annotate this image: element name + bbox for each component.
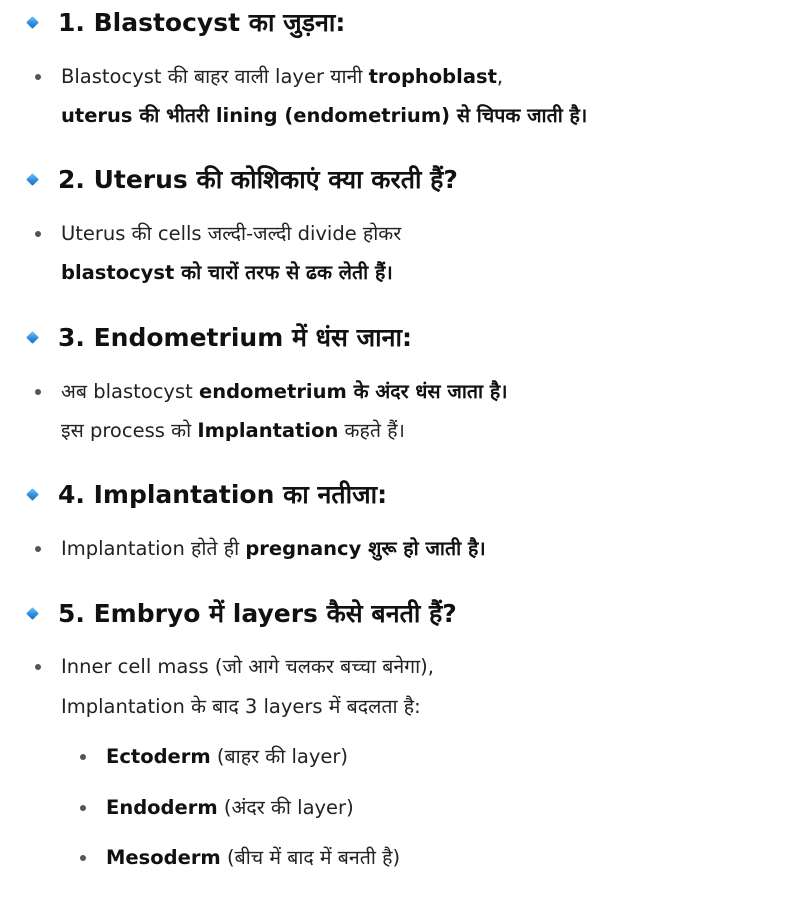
section-heading: 3. Endometrium में धंस जाना: [58, 323, 412, 352]
sub-bullet-icon [80, 754, 86, 760]
list-item-text-continued: इस process को Implantation कहते हैं। [61, 419, 405, 442]
section-heading: 2. Uterus की कोशिकाएं क्या करती हैं? [58, 165, 458, 194]
blue-diamond-icon [26, 488, 39, 501]
list-item-text-continued: Implantation के बाद 3 layers में बदलता है: [61, 695, 421, 718]
sub-bullet-icon [80, 805, 86, 811]
section-heading: 5. Embryo में layers कैसे बनती हैं? [58, 599, 457, 628]
list-item-text: Inner cell mass (जो आगे चलकर बच्चा बनेगा), [61, 655, 434, 678]
section-heading: 4. Implantation का नतीजा: [58, 480, 388, 509]
bullet-icon [35, 546, 41, 552]
list-item-text: अब blastocyst endometrium के अंदर धंस जाता है। [61, 380, 508, 403]
sublist-item-ectoderm: Ectoderm (बाहर की layer) [106, 745, 348, 768]
bullet-icon [35, 664, 41, 670]
section-heading: 1. Blastocyst का जुड़ना: [58, 8, 346, 37]
list-item-text: Blastocyst की बाहर वाली layer यानी trophoblast, [61, 65, 504, 88]
sublist-item-mesoderm: Mesoderm (बीच में बाद में बनती है) [106, 846, 401, 869]
list-item-text: Uterus की cells जल्दी-जल्दी divide होकर [61, 222, 402, 245]
list-item-text-continued: uterus की भीतरी lining (endometrium) से चिपक जाती है। [61, 104, 588, 127]
sublist-item-endoderm: Endoderm (अंदर की layer) [106, 796, 354, 819]
bullet-icon [35, 231, 41, 237]
blue-diamond-icon [26, 16, 39, 29]
bullet-icon [35, 74, 41, 80]
bullet-icon [35, 389, 41, 395]
list-item-text: Implantation होते ही pregnancy शुरू हो जाती है। [61, 537, 486, 560]
blue-diamond-icon [26, 331, 39, 344]
sub-bullet-icon [80, 855, 86, 861]
list-item-text-continued: blastocyst को चारों तरफ से ढक लेती हैं। [61, 261, 393, 284]
blue-diamond-icon [26, 173, 39, 186]
blue-diamond-icon [26, 607, 39, 620]
